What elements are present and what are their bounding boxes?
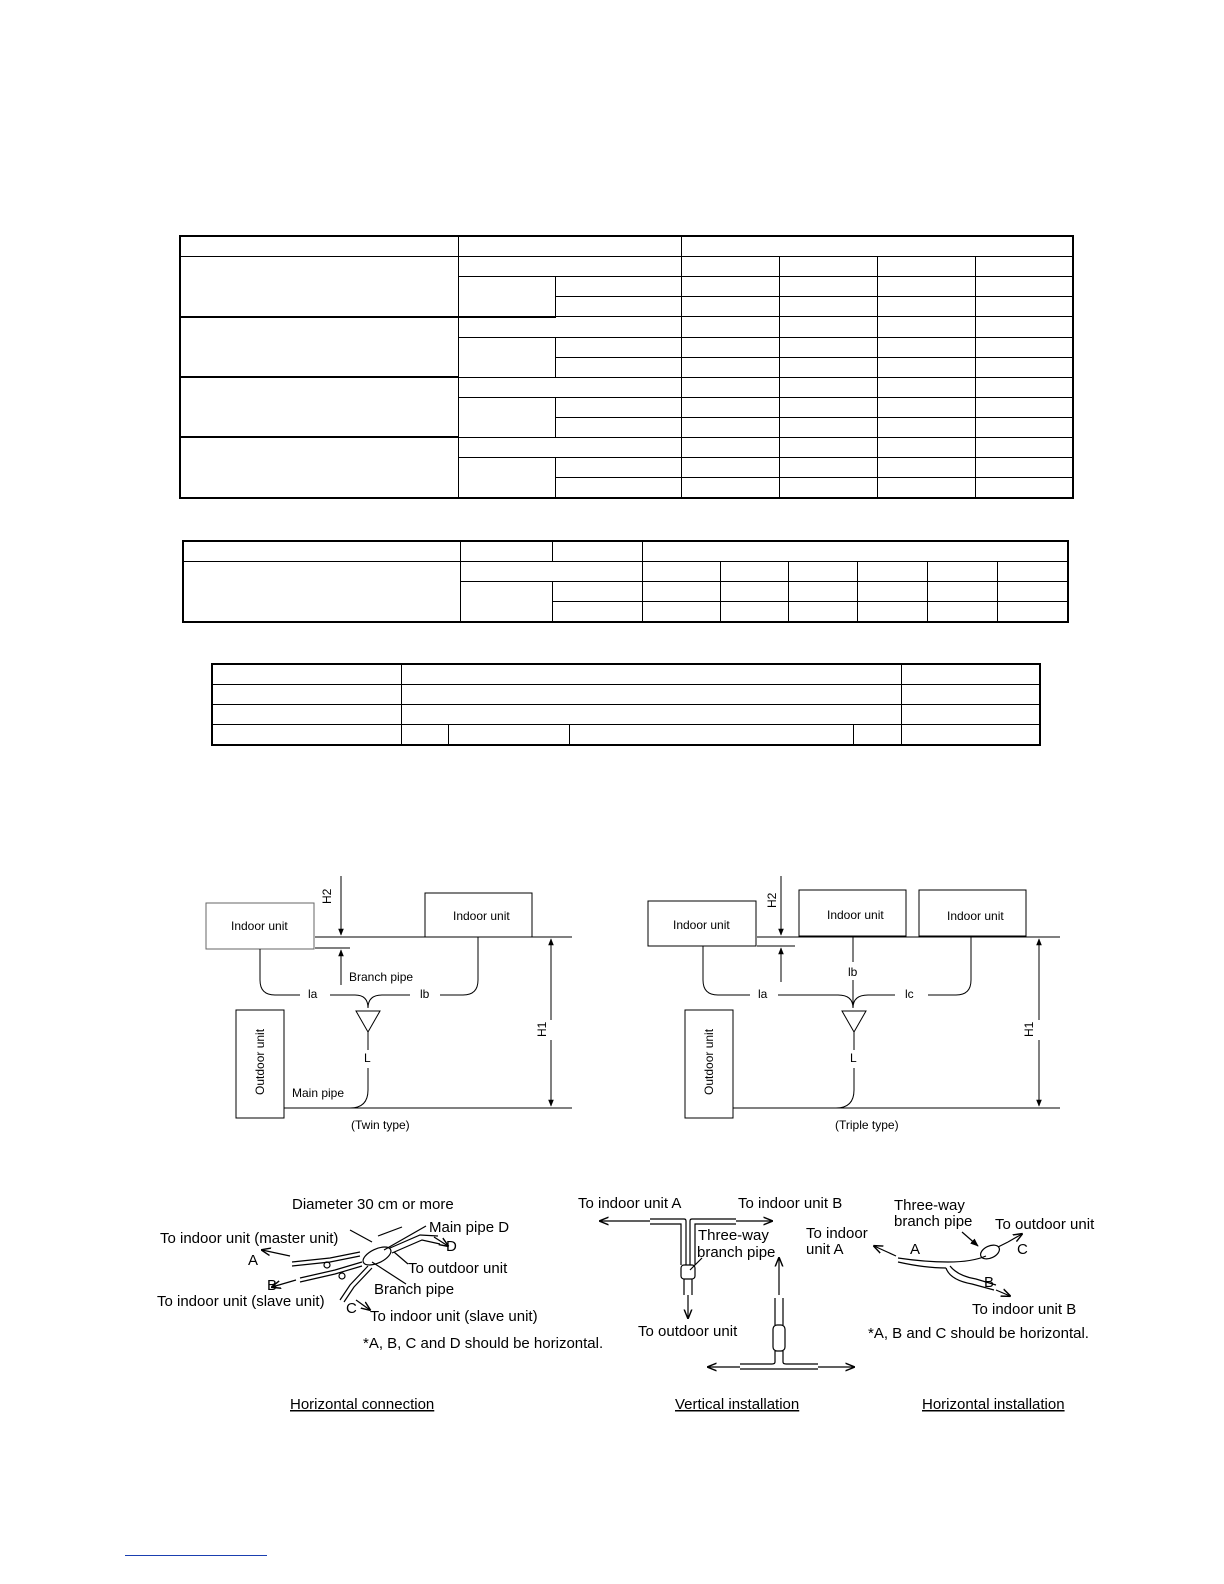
label-b: B (267, 1277, 278, 1294)
pipe-b (300, 1266, 362, 1282)
vertical-installation-labels (578, 1195, 842, 1413)
horizontal-note: *A, B and C should be horizontal. (868, 1325, 1089, 1342)
branch-pipe-label: Branch pipe (349, 970, 414, 984)
to-slave-label: To indoor unit (slave unit) (370, 1308, 538, 1325)
pipe-la-label: la (758, 987, 768, 1001)
branch-pipe-symbol (842, 1011, 866, 1032)
footer-rule (125, 1555, 267, 1556)
section-caption: Vertical installation (675, 1396, 800, 1413)
dimension-line (378, 1227, 402, 1236)
tee-pipe (684, 1279, 692, 1295)
triple-type-labels (673, 892, 1036, 1132)
to-outdoor-label: To outdoor unit (638, 1323, 738, 1340)
horizontal-installation-drawing (874, 1232, 1022, 1296)
diameter-label: Diameter 30 cm or more (292, 1196, 454, 1213)
leader-line (394, 1252, 408, 1264)
three-way-label: Three-way (894, 1197, 965, 1214)
pipe-lc-label: lc (905, 987, 914, 1001)
branch-pipe-label: branch pipe (697, 1244, 776, 1261)
branch-joint (978, 1242, 1001, 1261)
arrow-b (996, 1290, 1010, 1296)
leader-line (384, 1226, 426, 1250)
pipe-l-label: L (364, 1051, 371, 1065)
label-c: C (1017, 1241, 1028, 1258)
indoor-unit-label: Indoor unit (827, 908, 884, 922)
dimension-line (350, 1230, 372, 1242)
pipe-la (778, 995, 853, 1008)
pipe-lb-label: lb (420, 987, 430, 1001)
pipe-lb (368, 995, 410, 1008)
diagram-caption: (Triple type) (835, 1118, 899, 1132)
label-b: B (984, 1274, 995, 1291)
to-outdoor-label: To outdoor unit (408, 1260, 508, 1277)
pipe-lc (928, 936, 971, 995)
horizontal-connection-labels (157, 1196, 603, 1413)
to-slave-label: To indoor unit (slave unit) (157, 1293, 325, 1310)
h2-label: H2 (765, 892, 779, 908)
diagram-caption: (Twin type) (351, 1118, 410, 1132)
pipe-lb (440, 937, 478, 995)
to-indoor-a-label: To indoor unit A (578, 1195, 682, 1212)
tee-pipe (650, 1224, 681, 1265)
branch-pipe-symbol (356, 1011, 380, 1032)
label-c: C (346, 1300, 357, 1317)
indoor-unit-label: Indoor unit (453, 909, 510, 923)
pipe-c (344, 1268, 372, 1302)
pipe-c (998, 1242, 1008, 1247)
pipe-la (330, 995, 368, 1008)
h1-label: H1 (535, 1021, 549, 1037)
branch-joint (773, 1325, 785, 1351)
horizontal-note: *A, B, C and D should be horizontal. (363, 1335, 604, 1352)
pipe-la-label: la (308, 987, 318, 1001)
pipe-lc (853, 995, 895, 1008)
tee-pipe (740, 1351, 775, 1364)
pipe-a (292, 1252, 360, 1262)
indoor-unit-label: Indoor unit (947, 909, 1004, 923)
pipe-la (703, 946, 750, 995)
main-pipe-label: Main pipe (292, 1086, 345, 1100)
section-caption: Horizontal installation (922, 1396, 1065, 1413)
pipe-lb-label: lb (848, 965, 858, 979)
pipe-a (898, 1262, 946, 1268)
label-a: A (248, 1252, 259, 1269)
to-indoor-a-label: unit A (806, 1241, 844, 1258)
to-indoor-a-label: To indoor (806, 1225, 868, 1242)
outdoor-unit-label: Outdoor unit (253, 1028, 267, 1095)
pipe-main (836, 1068, 854, 1108)
to-indoor-b-label: To indoor unit B (738, 1195, 843, 1212)
to-outdoor-label: To outdoor unit (995, 1216, 1095, 1233)
arrow-c (356, 1300, 370, 1310)
leader-arrow (962, 1232, 978, 1246)
tee-pipe (783, 1351, 818, 1364)
to-indoor-b-label: To indoor unit B (972, 1301, 1077, 1318)
outdoor-unit-label: Outdoor unit (702, 1028, 716, 1095)
arrow-a (262, 1250, 290, 1256)
pipe-la (260, 949, 300, 995)
label-d: D (446, 1238, 457, 1255)
pipe-l-label: L (850, 1051, 857, 1065)
arrow-a (874, 1246, 896, 1256)
fitting (339, 1273, 345, 1279)
indoor-unit-label: Indoor unit (673, 918, 730, 932)
branch-pipe-label: Branch pipe (374, 1281, 455, 1298)
label-a: A (910, 1241, 921, 1258)
section-caption: Horizontal connection (290, 1396, 435, 1413)
branch-pipe-label: branch pipe (894, 1213, 973, 1230)
tee-pipe (775, 1298, 783, 1325)
three-way-label: Three-way (698, 1227, 769, 1244)
h1-label: H1 (1022, 1021, 1036, 1037)
to-master-label: To indoor unit (master unit) (160, 1230, 339, 1247)
pipe-main (350, 1068, 368, 1108)
main-pipe-d-label: Main pipe D (429, 1219, 510, 1236)
horizontal-installation-labels (806, 1197, 1095, 1413)
h2-label: H2 (320, 888, 334, 904)
indoor-unit-label: Indoor unit (231, 919, 288, 933)
